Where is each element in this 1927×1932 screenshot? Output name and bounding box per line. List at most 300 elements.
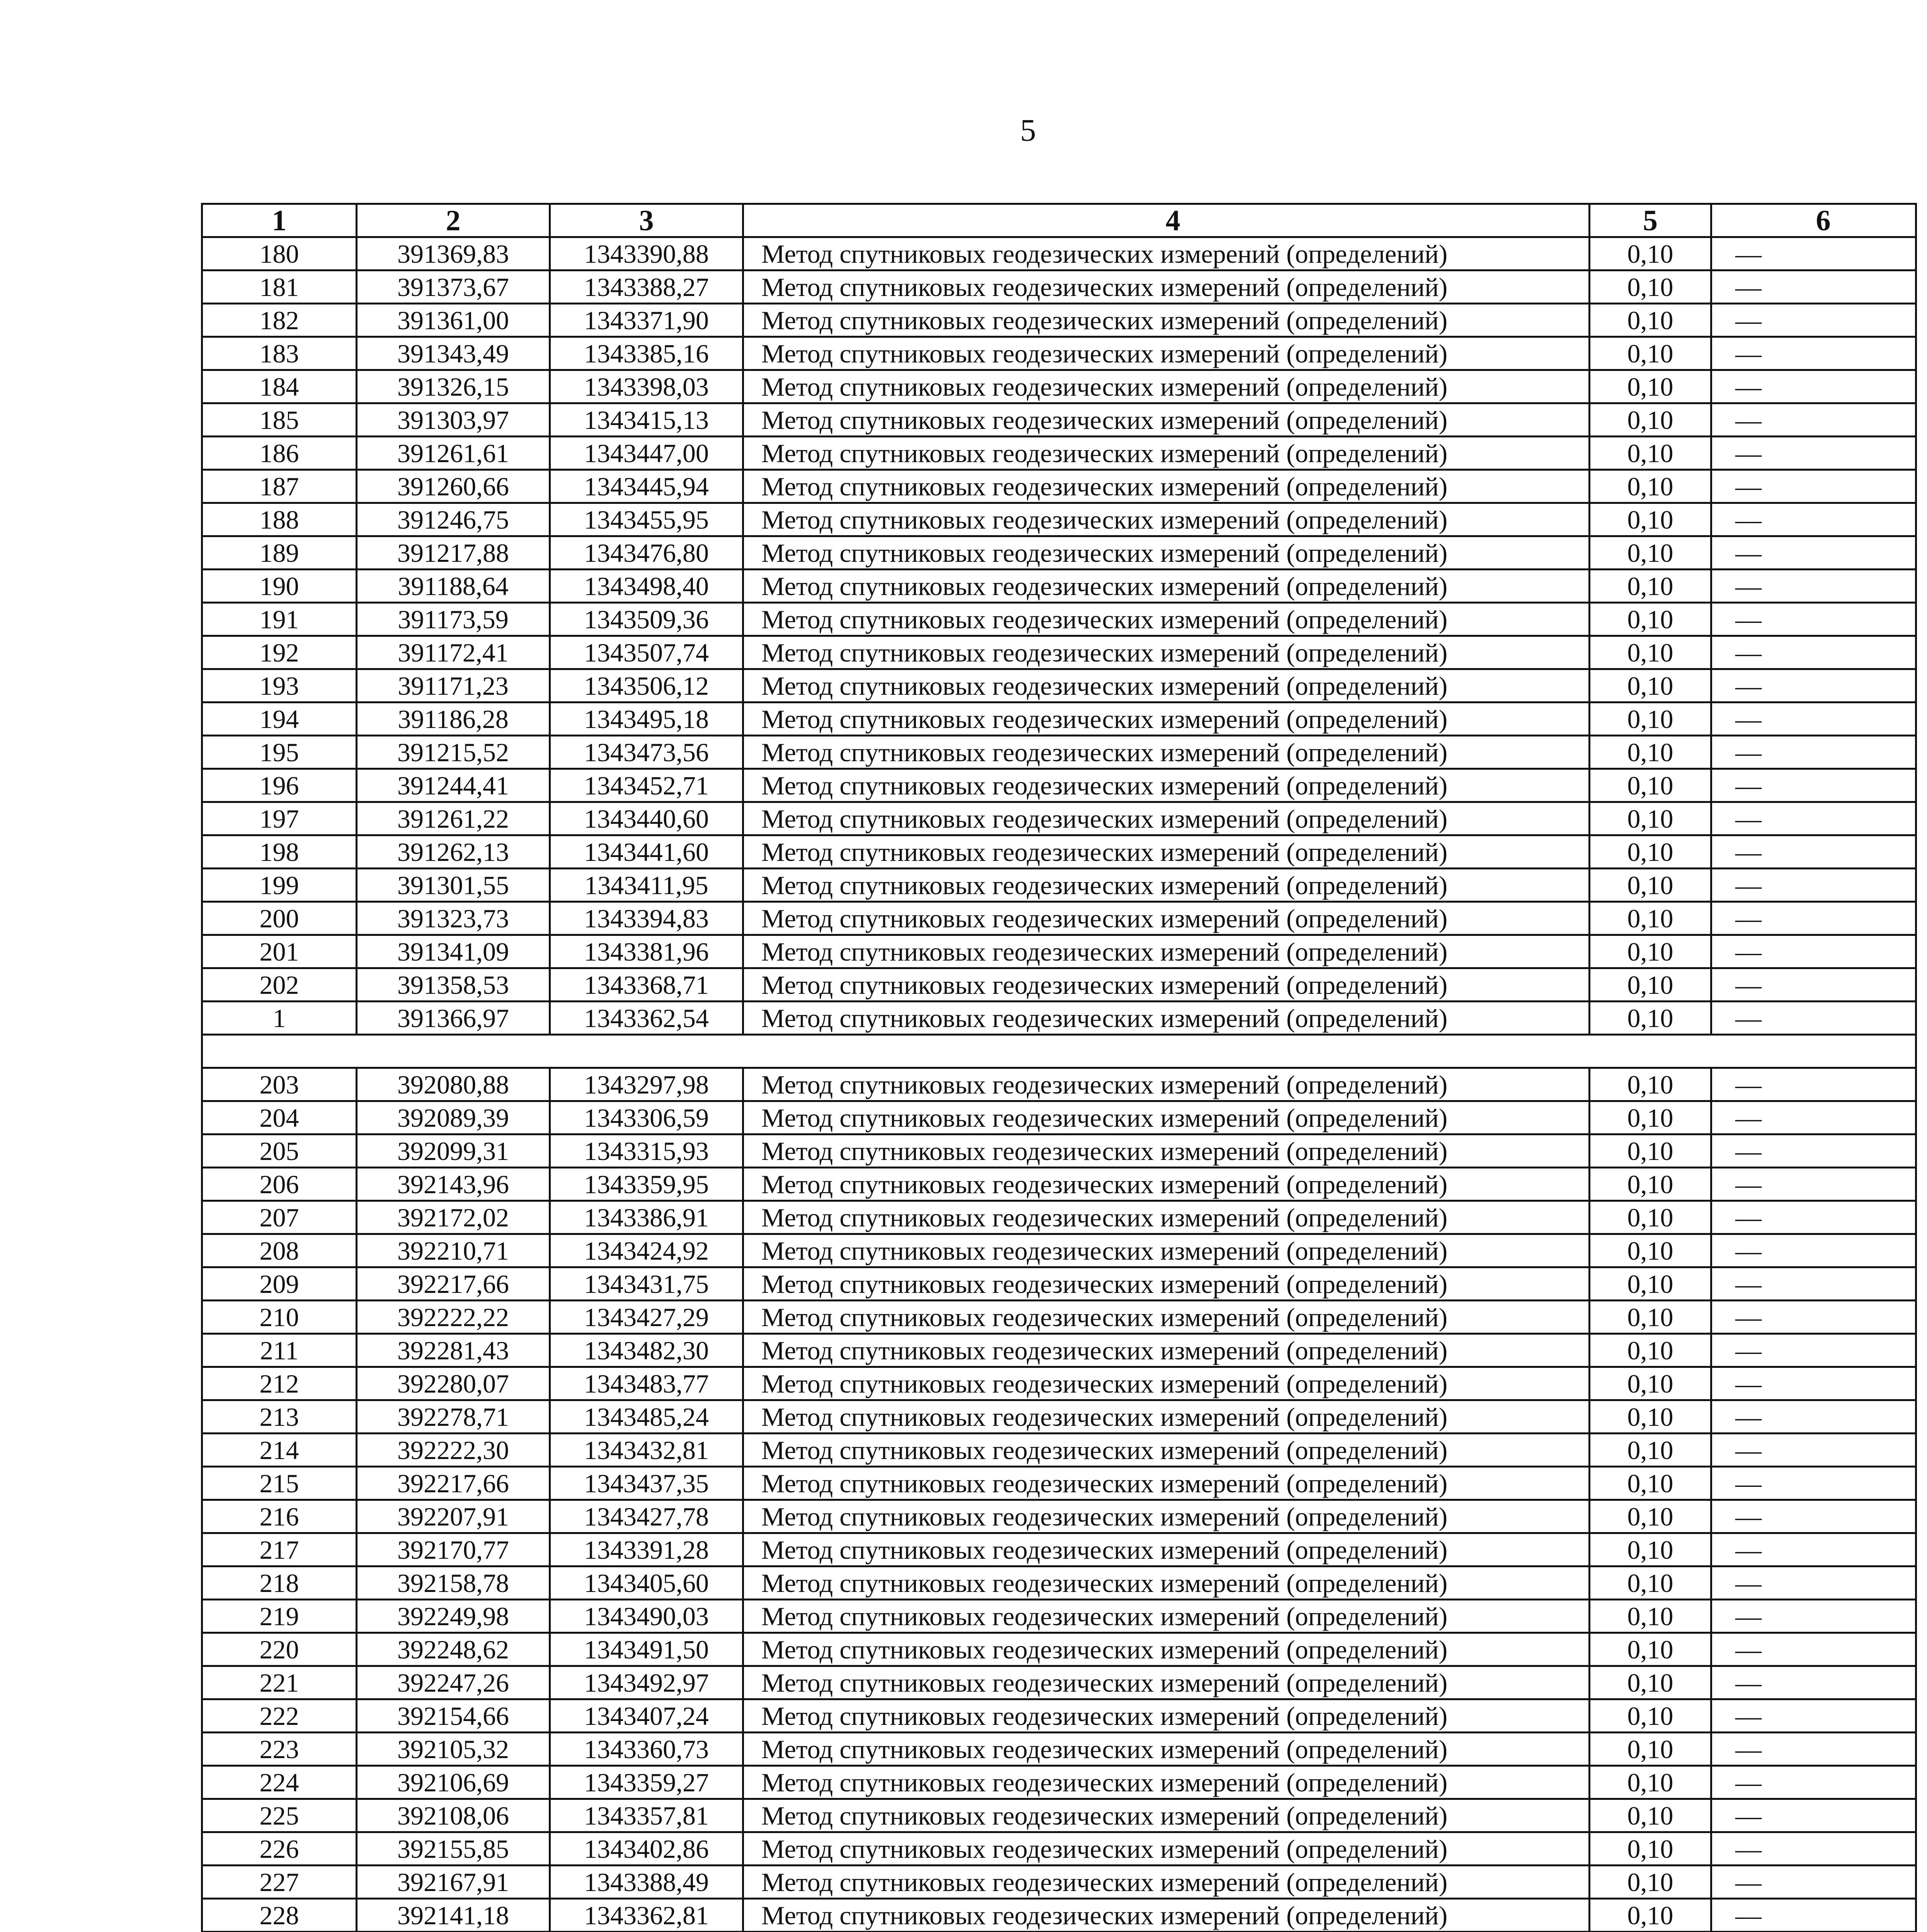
cell-coord-x: 391246,75 (357, 503, 550, 536)
table-row (202, 237, 1916, 270)
table-row (202, 1068, 1916, 1101)
table-row (202, 437, 1916, 470)
cell-method: Метод спутниковых геодезических измерений (определений) (743, 1533, 1590, 1566)
table-row (202, 1699, 1916, 1733)
cell-method: Метод спутниковых геодезических измерений (определений) (743, 1633, 1590, 1666)
cell-coord-y: 1343441,60 (550, 835, 743, 869)
cell-coord-x: 391217,88 (357, 536, 550, 570)
header-col-2: 2 (357, 204, 550, 237)
table-row (202, 304, 1916, 337)
header-col-3: 3 (550, 204, 743, 237)
cell-method: Метод спутниковых геодезических измерений (определений) (743, 935, 1590, 968)
cell-coord-y: 1343360,73 (550, 1733, 743, 1766)
table-row (202, 1866, 1916, 1899)
cell-coord-y: 1343507,74 (550, 636, 743, 669)
cell-point-number: 212 (202, 1367, 357, 1400)
cell-coord-x: 392141,18 (357, 1899, 550, 1932)
cell-coord-y: 1343362,81 (550, 1899, 743, 1932)
cell-coord-y: 1343432,81 (550, 1434, 743, 1467)
cell-coord-x: 392158,78 (357, 1566, 550, 1600)
cell-method: Метод спутниковых геодезических измерений (определений) (743, 1766, 1590, 1799)
cell-accuracy: 0,10 (1590, 968, 1711, 1002)
cell-accuracy: 0,10 (1590, 902, 1711, 935)
cell-note: — (1711, 1101, 1916, 1134)
table-row (202, 1633, 1916, 1666)
cell-point-number: 191 (202, 603, 357, 636)
cell-point-number: 221 (202, 1666, 357, 1699)
cell-coord-x: 392249,98 (357, 1600, 550, 1633)
table-row (202, 669, 1916, 702)
cell-accuracy: 0,10 (1590, 603, 1711, 636)
cell-coord-y: 1343491,50 (550, 1633, 743, 1666)
cell-coord-y: 1343483,77 (550, 1367, 743, 1400)
cell-point-number: 204 (202, 1101, 357, 1134)
cell-accuracy: 0,10 (1590, 1400, 1711, 1434)
cell-coord-x: 392278,71 (357, 1400, 550, 1434)
table-row (202, 470, 1916, 503)
cell-note: — (1711, 1367, 1916, 1400)
cell-accuracy: 0,10 (1590, 802, 1711, 835)
cell-point-number: 183 (202, 337, 357, 370)
table-row (202, 1201, 1916, 1234)
cell-coord-y: 1343482,30 (550, 1334, 743, 1367)
cell-note: — (1711, 1799, 1916, 1832)
cell-note: — (1711, 1500, 1916, 1533)
table-row (202, 1467, 1916, 1500)
cell-method: Метод спутниковых геодезических измерений (определений) (743, 1899, 1590, 1932)
cell-method: Метод спутниковых геодезических измерений (определений) (743, 570, 1590, 603)
cell-coord-y: 1343386,91 (550, 1201, 743, 1234)
header-col-6: 6 (1711, 204, 1916, 237)
cell-point-number: 186 (202, 437, 357, 470)
cell-method: Метод спутниковых геодезических измерений (определений) (743, 1832, 1590, 1866)
cell-method: Метод спутниковых геодезических измерений (определений) (743, 1334, 1590, 1367)
table-row (202, 1134, 1916, 1168)
cell-note: — (1711, 1633, 1916, 1666)
cell-coord-y: 1343315,93 (550, 1134, 743, 1168)
cell-method: Метод спутниковых геодезических измерений (определений) (743, 1101, 1590, 1134)
cell-point-number: 216 (202, 1500, 357, 1533)
cell-note: — (1711, 636, 1916, 669)
cell-point-number: 200 (202, 902, 357, 935)
cell-accuracy: 0,10 (1590, 1334, 1711, 1367)
cell-note: — (1711, 1666, 1916, 1699)
header-col-4: 4 (743, 204, 1590, 237)
cell-coord-x: 392080,88 (357, 1068, 550, 1101)
cell-accuracy: 0,10 (1590, 1733, 1711, 1766)
table-row (202, 935, 1916, 968)
cell-note: — (1711, 968, 1916, 1002)
cell-note: — (1711, 835, 1916, 869)
cell-method: Метод спутниковых геодезических измерений (определений) (743, 1002, 1590, 1035)
cell-method: Метод спутниковых геодезических измерений (определений) (743, 769, 1590, 802)
cell-coord-x: 391326,15 (357, 370, 550, 403)
cell-note: — (1711, 1234, 1916, 1267)
cell-coord-y: 1343390,88 (550, 237, 743, 270)
cell-coord-x: 391188,64 (357, 570, 550, 603)
cell-coord-x: 391172,41 (357, 636, 550, 669)
table-row (202, 636, 1916, 669)
cell-accuracy: 0,10 (1590, 669, 1711, 702)
cell-note: — (1711, 1168, 1916, 1201)
table-row (202, 1600, 1916, 1633)
cell-point-number: 219 (202, 1600, 357, 1633)
cell-accuracy: 0,10 (1590, 1899, 1711, 1932)
cell-coord-y: 1343427,78 (550, 1500, 743, 1533)
cell-coord-x: 391303,97 (357, 403, 550, 437)
cell-point-number: 207 (202, 1201, 357, 1234)
header-col-5: 5 (1590, 204, 1711, 237)
table-row (202, 370, 1916, 403)
cell-method: Метод спутниковых геодезических измерений (определений) (743, 337, 1590, 370)
cell-note: — (1711, 902, 1916, 935)
table-row (202, 835, 1916, 869)
cell-point-number: 224 (202, 1766, 357, 1799)
cell-method: Метод спутниковых геодезических измерений (определений) (743, 1666, 1590, 1699)
cell-coord-y: 1343490,03 (550, 1600, 743, 1633)
cell-coord-x: 391341,09 (357, 935, 550, 968)
cell-coord-x: 392207,91 (357, 1500, 550, 1533)
cell-coord-y: 1343385,16 (550, 337, 743, 370)
cell-coord-x: 392217,66 (357, 1467, 550, 1500)
cell-coord-x: 392089,39 (357, 1101, 550, 1134)
cell-accuracy: 0,10 (1590, 1666, 1711, 1699)
cell-method: Метод спутниковых геодезических измерений (определений) (743, 470, 1590, 503)
cell-note: — (1711, 603, 1916, 636)
cell-method: Метод спутниковых геодезических измерений (определений) (743, 1733, 1590, 1766)
cell-point-number: 181 (202, 270, 357, 304)
table-row (202, 1334, 1916, 1367)
cell-coord-y: 1343492,97 (550, 1666, 743, 1699)
cell-method: Метод спутниковых геодезических измерений (определений) (743, 1400, 1590, 1434)
cell-method: Метод спутниковых геодезических измерений (определений) (743, 702, 1590, 736)
cell-coord-y: 1343357,81 (550, 1799, 743, 1832)
cell-note: — (1711, 1733, 1916, 1766)
cell-note: — (1711, 1267, 1916, 1301)
cell-method: Метод спутниковых геодезических измерений (определений) (743, 636, 1590, 669)
cell-coord-x: 392154,66 (357, 1699, 550, 1733)
cell-note: — (1711, 1866, 1916, 1899)
cell-accuracy: 0,10 (1590, 1068, 1711, 1101)
table-row (202, 1400, 1916, 1434)
cell-coord-x: 391369,83 (357, 237, 550, 270)
table-header (202, 204, 1916, 237)
cell-accuracy: 0,10 (1590, 1267, 1711, 1301)
cell-accuracy: 0,10 (1590, 1566, 1711, 1600)
cell-coord-y: 1343388,27 (550, 270, 743, 304)
cell-point-number: 190 (202, 570, 357, 603)
cell-coord-y: 1343440,60 (550, 802, 743, 835)
cell-method: Метод спутниковых геодезических измерений (определений) (743, 802, 1590, 835)
cell-note: — (1711, 1068, 1916, 1101)
cell-coord-x: 392167,91 (357, 1866, 550, 1899)
cell-method: Метод спутниковых геодезических измерений (определений) (743, 1600, 1590, 1633)
table-row (202, 736, 1916, 769)
cell-note: — (1711, 237, 1916, 270)
cell-point-number: 217 (202, 1533, 357, 1566)
cell-method: Метод спутниковых геодезических измерений (определений) (743, 1234, 1590, 1267)
cell-accuracy: 0,10 (1590, 536, 1711, 570)
cell-accuracy: 0,10 (1590, 1832, 1711, 1866)
cell-coord-x: 392281,43 (357, 1334, 550, 1367)
table-row (202, 603, 1916, 636)
cell-point-number: 193 (202, 669, 357, 702)
cell-note: — (1711, 536, 1916, 570)
cell-accuracy: 0,10 (1590, 270, 1711, 304)
cell-coord-y: 1343398,03 (550, 370, 743, 403)
cell-method: Метод спутниковых геодезических измерений (определений) (743, 1134, 1590, 1168)
cell-method: Метод спутниковых геодезических измерений (определений) (743, 835, 1590, 869)
cell-coord-x: 392210,71 (357, 1234, 550, 1267)
cell-accuracy: 0,10 (1590, 337, 1711, 370)
cell-accuracy: 0,10 (1590, 1633, 1711, 1666)
cell-coord-x: 391215,52 (357, 736, 550, 769)
cell-point-number: 194 (202, 702, 357, 736)
cell-coord-y: 1343509,36 (550, 603, 743, 636)
cell-coord-y: 1343495,18 (550, 702, 743, 736)
cell-point-number: 192 (202, 636, 357, 669)
cell-method: Метод спутниковых геодезических измерений (определений) (743, 1799, 1590, 1832)
cell-coord-y: 1343411,95 (550, 869, 743, 902)
table-row (202, 1666, 1916, 1699)
cell-coord-y: 1343498,40 (550, 570, 743, 603)
cell-note: — (1711, 1600, 1916, 1633)
table-row (202, 1733, 1916, 1766)
cell-accuracy: 0,10 (1590, 1799, 1711, 1832)
cell-coord-x: 392247,26 (357, 1666, 550, 1699)
cell-coord-x: 391171,23 (357, 669, 550, 702)
cell-method: Метод спутниковых геодезических измерений (определений) (743, 1068, 1590, 1101)
table-row (202, 1434, 1916, 1467)
cell-method: Метод спутниковых геодезических измерений (определений) (743, 503, 1590, 536)
cell-note: — (1711, 1201, 1916, 1234)
cell-point-number: 201 (202, 935, 357, 968)
cell-method: Метод спутниковых геодезических измерений (определений) (743, 536, 1590, 570)
table-row (202, 1899, 1916, 1932)
table-row (202, 769, 1916, 802)
cell-coord-x: 392222,22 (357, 1301, 550, 1334)
cell-coord-x: 392099,31 (357, 1134, 550, 1168)
cell-method: Метод спутниковых геодезических измерений (определений) (743, 1467, 1590, 1500)
cell-accuracy: 0,10 (1590, 503, 1711, 536)
cell-accuracy: 0,10 (1590, 1168, 1711, 1201)
cell-coord-x: 391261,61 (357, 437, 550, 470)
cell-point-number: 214 (202, 1434, 357, 1467)
cell-note: — (1711, 304, 1916, 337)
cell-coord-y: 1343431,75 (550, 1267, 743, 1301)
table-row (202, 570, 1916, 603)
cell-coord-y: 1343407,24 (550, 1699, 743, 1733)
cell-coord-y: 1343297,98 (550, 1068, 743, 1101)
cell-point-number: 1 (202, 1002, 357, 1035)
cell-point-number: 205 (202, 1134, 357, 1168)
cell-coord-y: 1343306,59 (550, 1101, 743, 1134)
cell-method: Метод спутниковых геодезических измерений (определений) (743, 1699, 1590, 1733)
table-row (202, 1367, 1916, 1400)
cell-coord-y: 1343371,90 (550, 304, 743, 337)
cell-coord-x: 392106,69 (357, 1766, 550, 1799)
cell-point-number: 198 (202, 835, 357, 869)
cell-coord-x: 392105,32 (357, 1733, 550, 1766)
table-row (202, 337, 1916, 370)
cell-coord-y: 1343455,95 (550, 503, 743, 536)
cell-accuracy: 0,10 (1590, 1101, 1711, 1134)
table-row (202, 536, 1916, 570)
cell-accuracy: 0,10 (1590, 1467, 1711, 1500)
cell-coord-y: 1343402,86 (550, 1832, 743, 1866)
header-row (202, 204, 1916, 237)
table-row (202, 1002, 1916, 1035)
page-number: 5 (1020, 112, 1036, 148)
cell-coord-y: 1343381,96 (550, 935, 743, 968)
cell-method: Метод спутниковых геодезических измерений (определений) (743, 1500, 1590, 1533)
cell-accuracy: 0,10 (1590, 769, 1711, 802)
cell-point-number: 196 (202, 769, 357, 802)
cell-note: — (1711, 1766, 1916, 1799)
table-row (202, 802, 1916, 835)
cell-point-number: 210 (202, 1301, 357, 1334)
cell-point-number: 188 (202, 503, 357, 536)
cell-point-number: 220 (202, 1633, 357, 1666)
cell-coord-y: 1343452,71 (550, 769, 743, 802)
cell-coord-x: 391260,66 (357, 470, 550, 503)
cell-coord-x: 391361,00 (357, 304, 550, 337)
cell-point-number: 223 (202, 1733, 357, 1766)
cell-coord-y: 1343359,95 (550, 1168, 743, 1201)
cell-coord-y: 1343473,56 (550, 736, 743, 769)
cell-note: — (1711, 437, 1916, 470)
cell-method: Метод спутниковых геодезических измерений (определений) (743, 237, 1590, 270)
table-row (202, 902, 1916, 935)
cell-coord-x: 392143,96 (357, 1168, 550, 1201)
cell-method: Метод спутниковых геодезических измерений (определений) (743, 1201, 1590, 1234)
coordinates-table (201, 203, 1917, 1932)
cell-note: — (1711, 403, 1916, 437)
table-row (202, 1267, 1916, 1301)
table-row (202, 1168, 1916, 1201)
cell-coord-x: 392248,62 (357, 1633, 550, 1666)
cell-note: — (1711, 1134, 1916, 1168)
cell-coord-y: 1343427,29 (550, 1301, 743, 1334)
cell-coord-y: 1343447,00 (550, 437, 743, 470)
cell-point-number: 195 (202, 736, 357, 769)
cell-coord-y: 1343506,12 (550, 669, 743, 702)
cell-method: Метод спутниковых геодезических измерений (определений) (743, 437, 1590, 470)
table-row (202, 1101, 1916, 1134)
cell-point-number: 206 (202, 1168, 357, 1201)
cell-note: — (1711, 702, 1916, 736)
cell-coord-x: 391373,67 (357, 270, 550, 304)
cell-point-number: 187 (202, 470, 357, 503)
cell-note: — (1711, 1002, 1916, 1035)
cell-accuracy: 0,10 (1590, 736, 1711, 769)
cell-accuracy: 0,10 (1590, 1234, 1711, 1267)
cell-accuracy: 0,10 (1590, 702, 1711, 736)
cell-accuracy: 0,10 (1590, 403, 1711, 437)
cell-accuracy: 0,10 (1590, 1301, 1711, 1334)
cell-method: Метод спутниковых геодезических измерений (определений) (743, 1434, 1590, 1467)
cell-coord-x: 392155,85 (357, 1832, 550, 1866)
cell-note: — (1711, 1434, 1916, 1467)
cell-coord-y: 1343394,83 (550, 902, 743, 935)
table-row (202, 403, 1916, 437)
cell-coord-x: 391262,13 (357, 835, 550, 869)
cell-method: Метод спутниковых геодезических измерений (определений) (743, 1367, 1590, 1400)
cell-method: Метод спутниковых геодезических измерений (определений) (743, 736, 1590, 769)
cell-note: — (1711, 1533, 1916, 1566)
cell-coord-y: 1343368,71 (550, 968, 743, 1002)
cell-accuracy: 0,10 (1590, 1699, 1711, 1733)
cell-method: Метод спутниковых геодезических измерений (определений) (743, 304, 1590, 337)
cell-coord-y: 1343445,94 (550, 470, 743, 503)
table-row (202, 270, 1916, 304)
cell-accuracy: 0,10 (1590, 869, 1711, 902)
cell-accuracy: 0,10 (1590, 1201, 1711, 1234)
cell-point-number: 185 (202, 403, 357, 437)
table-row (202, 1500, 1916, 1533)
cell-note: — (1711, 1400, 1916, 1434)
cell-coord-x: 391358,53 (357, 968, 550, 1002)
cell-point-number: 227 (202, 1866, 357, 1899)
table-row (202, 1234, 1916, 1267)
cell-note: — (1711, 669, 1916, 702)
cell-point-number: 213 (202, 1400, 357, 1434)
cell-coord-y: 1343485,24 (550, 1400, 743, 1434)
table-row (202, 869, 1916, 902)
cell-accuracy: 0,10 (1590, 370, 1711, 403)
cell-accuracy: 0,10 (1590, 1600, 1711, 1633)
cell-coord-x: 392217,66 (357, 1267, 550, 1301)
cell-point-number: 225 (202, 1799, 357, 1832)
cell-note: — (1711, 869, 1916, 902)
cell-coord-y: 1343388,49 (550, 1866, 743, 1899)
cell-coord-y: 1343362,54 (550, 1002, 743, 1035)
cell-note: — (1711, 1467, 1916, 1500)
cell-accuracy: 0,10 (1590, 1134, 1711, 1168)
cell-coord-x: 391301,55 (357, 869, 550, 902)
cell-coord-y: 1343359,27 (550, 1766, 743, 1799)
cell-accuracy: 0,10 (1590, 1002, 1711, 1035)
table-row (202, 503, 1916, 536)
cell-note: — (1711, 503, 1916, 536)
cell-point-number: 197 (202, 802, 357, 835)
cell-method: Метод спутниковых геодезических измерений (определений) (743, 869, 1590, 902)
cell-coord-x: 392170,77 (357, 1533, 550, 1566)
table-row (202, 1799, 1916, 1832)
cell-note: — (1711, 935, 1916, 968)
cell-accuracy: 0,10 (1590, 437, 1711, 470)
cell-accuracy: 0,10 (1590, 570, 1711, 603)
cell-coord-x: 391261,22 (357, 802, 550, 835)
cell-note: — (1711, 1832, 1916, 1866)
cell-accuracy: 0,10 (1590, 1434, 1711, 1467)
cell-note: — (1711, 1699, 1916, 1733)
table-row (202, 1301, 1916, 1334)
cell-method: Метод спутниковых геодезических измерений (определений) (743, 270, 1590, 304)
cell-coord-y: 1343437,35 (550, 1467, 743, 1500)
cell-point-number: 211 (202, 1334, 357, 1367)
cell-point-number: 182 (202, 304, 357, 337)
cell-coord-x: 391366,97 (357, 1002, 550, 1035)
cell-point-number: 184 (202, 370, 357, 403)
cell-coord-x: 392172,02 (357, 1201, 550, 1234)
cell-note: — (1711, 337, 1916, 370)
table-row (202, 1533, 1916, 1566)
cell-accuracy: 0,10 (1590, 1766, 1711, 1799)
cell-note: — (1711, 802, 1916, 835)
cell-coord-x: 392280,07 (357, 1367, 550, 1400)
cell-coord-y: 1343424,92 (550, 1234, 743, 1267)
